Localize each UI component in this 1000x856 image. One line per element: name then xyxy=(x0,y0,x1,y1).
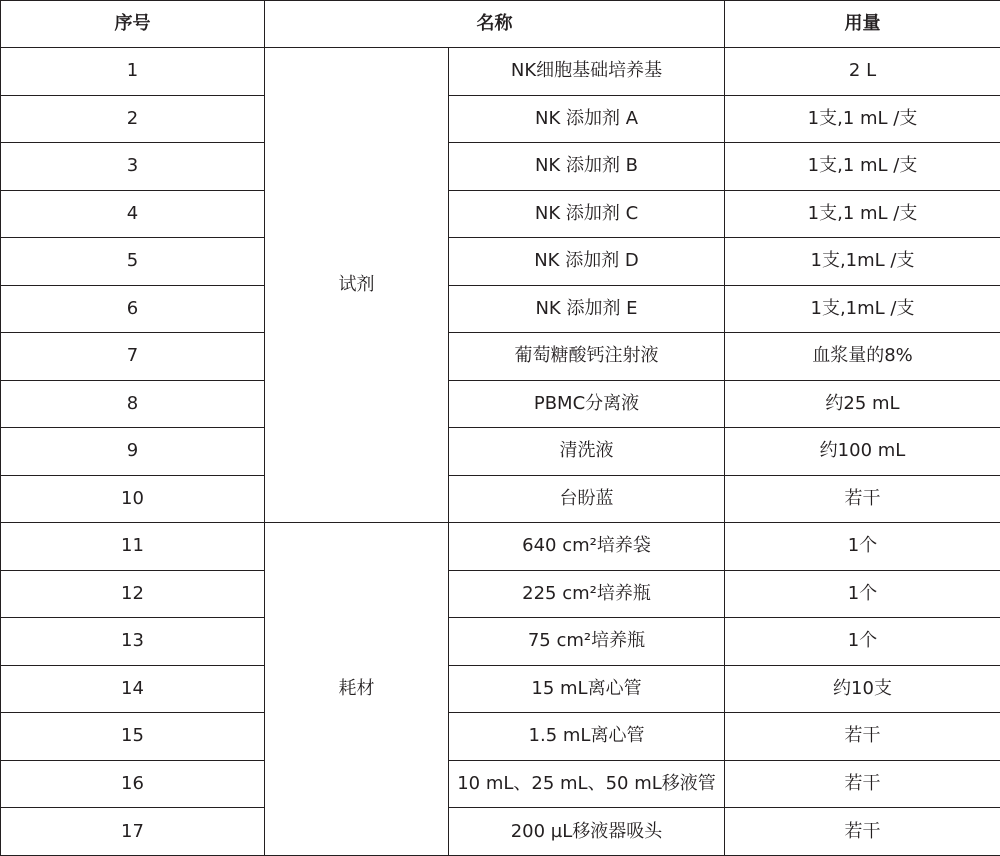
row-index: 8 xyxy=(1,380,265,428)
table-row xyxy=(1,808,1000,856)
table-row xyxy=(1,475,1000,523)
row-name: 台盼蓝 xyxy=(449,475,725,523)
row-name: 葡萄糖酸钙注射液 xyxy=(449,333,725,381)
table-row xyxy=(1,380,1000,428)
row-amount: 1个 xyxy=(725,570,1000,618)
row-index: 6 xyxy=(1,285,265,333)
row-amount: 1支,1 mL /支 xyxy=(725,143,1000,191)
table-row xyxy=(1,238,1000,286)
table-row xyxy=(1,570,1000,618)
row-index: 1 xyxy=(1,48,265,96)
row-index: 13 xyxy=(1,618,265,666)
row-amount: 1支,1 mL /支 xyxy=(725,190,1000,238)
row-index: 7 xyxy=(1,333,265,381)
table-row xyxy=(1,48,1000,96)
row-index: 5 xyxy=(1,238,265,286)
row-amount: 若干 xyxy=(725,713,1000,761)
row-name: NK 添加剂 E xyxy=(449,285,725,333)
row-index: 12 xyxy=(1,570,265,618)
row-name: 640 cm²培养袋 xyxy=(449,523,725,571)
row-index: 15 xyxy=(1,713,265,761)
row-index: 2 xyxy=(1,95,265,143)
row-name: 10 mL、25 mL、50 mL移液管 xyxy=(449,760,725,808)
row-amount: 若干 xyxy=(725,475,1000,523)
row-amount: 若干 xyxy=(725,808,1000,856)
row-amount: 若干 xyxy=(725,760,1000,808)
header-amount: 用量 xyxy=(725,1,1000,48)
row-name: NK细胞基础培养基 xyxy=(449,48,725,96)
row-name: 1.5 mL离心管 xyxy=(449,713,725,761)
row-name: 75 cm²培养瓶 xyxy=(449,618,725,666)
table-row xyxy=(1,523,1000,571)
row-amount: 血浆量的8% xyxy=(725,333,1000,381)
row-name: NK 添加剂 C xyxy=(449,190,725,238)
row-name: 200 µL移液器吸头 xyxy=(449,808,725,856)
row-name: 225 cm²培养瓶 xyxy=(449,570,725,618)
header-row xyxy=(1,1,1000,48)
row-name: NK 添加剂 A xyxy=(449,95,725,143)
row-index: 14 xyxy=(1,665,265,713)
row-name: NK 添加剂 B xyxy=(449,143,725,191)
row-amount: 约25 mL xyxy=(725,380,1000,428)
row-amount: 约10支 xyxy=(725,665,1000,713)
row-name: 清洗液 xyxy=(449,428,725,476)
row-index: 4 xyxy=(1,190,265,238)
row-index: 10 xyxy=(1,475,265,523)
table-row xyxy=(1,190,1000,238)
row-amount: 2 L xyxy=(725,48,1000,96)
row-index: 3 xyxy=(1,143,265,191)
row-index: 9 xyxy=(1,428,265,476)
table-row xyxy=(1,618,1000,666)
header-index: 序号 xyxy=(1,1,265,48)
row-index: 16 xyxy=(1,760,265,808)
row-index: 17 xyxy=(1,808,265,856)
table-row xyxy=(1,760,1000,808)
table-row xyxy=(1,665,1000,713)
row-amount: 约100 mL xyxy=(725,428,1000,476)
category-reagent: 试剂 xyxy=(265,48,449,523)
table-row xyxy=(1,95,1000,143)
table-row xyxy=(1,428,1000,476)
row-name: NK 添加剂 D xyxy=(449,238,725,286)
row-name: 15 mL离心管 xyxy=(449,665,725,713)
table-row xyxy=(1,285,1000,333)
header-name: 名称 xyxy=(265,1,725,48)
row-amount: 1支,1mL /支 xyxy=(725,238,1000,286)
row-index: 11 xyxy=(1,523,265,571)
row-amount: 1个 xyxy=(725,523,1000,571)
row-amount: 1支,1mL /支 xyxy=(725,285,1000,333)
table-row xyxy=(1,333,1000,381)
row-amount: 1个 xyxy=(725,618,1000,666)
category-consumables: 耗材 xyxy=(265,523,449,856)
table-row xyxy=(1,143,1000,191)
row-name: PBMC分离液 xyxy=(449,380,725,428)
table-row xyxy=(1,713,1000,761)
row-amount: 1支,1 mL /支 xyxy=(725,95,1000,143)
